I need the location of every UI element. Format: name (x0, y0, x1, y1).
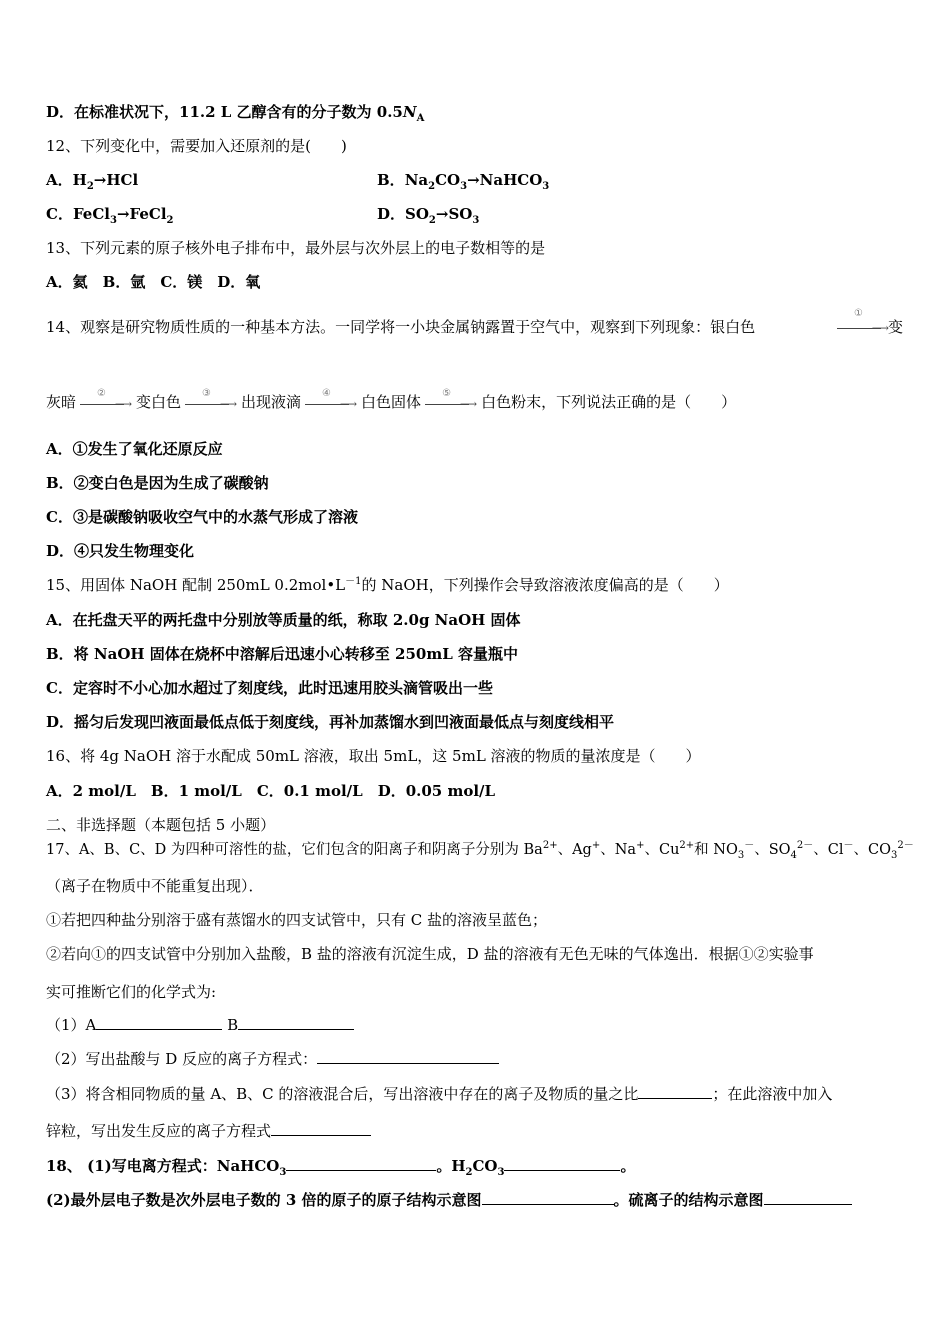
text-fragment: 、Cu (644, 842, 680, 858)
text-fragment: 12、下列变化中，需要加入还原剂的是( ) (46, 137, 347, 155)
text-fragment: (2)最外层电子数是次外层电子数的 3 倍的原子的原子结构示意图 (46, 1191, 482, 1209)
text-fragment: FeCl (72, 205, 110, 223)
text-fragment: D． (46, 103, 75, 121)
text-fragment: 、CO (853, 842, 892, 858)
text-fragment: D．摇匀后发现凹液面最低点低于刻度线，再补加蒸馏水到凹液面最低点与刻度线相平 (46, 713, 615, 731)
text-fragment: B．将 NaOH 固体在烧杯中溶解后迅速小心转移至 250mL 容量瓶中 (46, 645, 518, 663)
q17-stem-line1 (46, 840, 914, 860)
text-fragment: 3 (460, 181, 468, 192)
text-fragment: 变白色 (136, 393, 182, 411)
text-fragment: A．①发生了氧化还原反应 (46, 440, 223, 458)
text-fragment: CO (472, 1157, 498, 1175)
text-fragment: 18、 (1)写电离方程式：NaHCO (46, 1157, 280, 1175)
text-fragment: ② (97, 388, 106, 399)
text-fragment: N (402, 103, 417, 121)
text-fragment: ⟶ (871, 321, 889, 335)
text-fragment: C． (46, 205, 73, 223)
q17-stem-line2 (46, 876, 264, 896)
text-fragment: 在标准状况下，11.2 L 乙醇含有的分子数为 0.5 (74, 103, 403, 121)
text-fragment: ⟶ (459, 397, 478, 411)
text-fragment: B． (377, 171, 405, 189)
text-fragment: → (435, 205, 449, 223)
text-fragment: CO (435, 171, 461, 189)
q18-part-1 (46, 1156, 635, 1176)
text-fragment: ②若向①的四支试管中分别加入盐酸，B 盐的溶液有沉淀生成，D 盐的溶液有无色无味的气体逸出．根据①②实验事 (46, 945, 814, 963)
q12-option-b (377, 170, 549, 190)
text-fragment: （3）将含相同物质的量 A、B、C 的溶液混合后，写出溶液中存在的离子及物质的量之比 (46, 1085, 639, 1103)
text-fragment: 4 (790, 849, 797, 861)
text-fragment: A (416, 113, 425, 124)
q14-option-a (46, 439, 223, 459)
text-fragment: 2 (86, 181, 94, 192)
text-fragment: FeCl (129, 205, 167, 223)
q15-option-c (46, 678, 493, 698)
q14-stem-tail (888, 317, 903, 337)
q13-options (46, 272, 260, 292)
text-fragment: C．③是碳酸钠吸收空气中的水蒸气形成了溶液 (46, 508, 358, 526)
text-fragment: Na (404, 171, 429, 189)
text-fragment: ；在此溶液中加入 (712, 1085, 833, 1103)
q15-option-b (46, 644, 518, 664)
text-fragment: 3 (109, 215, 117, 226)
q12-stem (46, 136, 347, 156)
answer-blank-a[interactable] (96, 1015, 222, 1030)
text-fragment: SO (405, 205, 429, 223)
text-fragment: ①若把四种盐分别溶于盛有蒸馏水的四支试管中，只有 C 盐的溶液呈蓝色； (46, 911, 548, 929)
text-fragment: 2－ (897, 840, 914, 852)
q17-part-2 (46, 1049, 499, 1069)
text-fragment: ④ (322, 388, 332, 399)
text-fragment: 2+ (542, 840, 558, 852)
text-fragment: 3 (542, 181, 550, 192)
text-fragment: 17、A、B、C、D 为四种可溶性的盐，它们包含的阳离子和阴离子分别为 Ba (46, 842, 543, 858)
text-fragment: D．④只发生物理变化 (46, 542, 195, 560)
q17-condition-2b (46, 982, 216, 1002)
text-fragment: 2 (465, 1167, 473, 1178)
answer-blank-nahco3[interactable] (286, 1156, 436, 1171)
answer-blank-atom-diagram[interactable] (482, 1190, 614, 1205)
text-fragment: （1）A (46, 1016, 97, 1034)
text-fragment: 14、观察是研究物质性质的一种基本方法。一同学将一小块金属钠露置于空气中，观察到下列现象：银白色 (46, 318, 756, 336)
section-heading (46, 815, 275, 835)
text-fragment: 。硫离子的结构示意图 (613, 1191, 764, 1209)
text-fragment: 16、将 4g NaOH 溶于水配成 50mL 溶液，取出 5mL，这 5mL 溶液的物质的量浓度是（ ） (46, 747, 701, 765)
text-fragment: SO (448, 205, 473, 223)
q18-part-2 (46, 1190, 852, 1210)
text-fragment: 、Ag (557, 842, 592, 858)
answer-blank-h2co3[interactable] (504, 1156, 620, 1171)
q12-option-d (377, 204, 479, 224)
text-fragment: + (591, 840, 601, 852)
text-fragment: 锌粒，写出发生反应的离子方程式 (46, 1122, 272, 1140)
text-fragment: → (467, 171, 480, 189)
q17-condition-2a (46, 944, 814, 964)
text-fragment: B (222, 1016, 239, 1034)
text-fragment: A． (46, 171, 73, 189)
q16-options (46, 781, 495, 801)
q14-stem-line2 (46, 388, 737, 412)
text-fragment: 2 (166, 215, 174, 226)
text-fragment: D． (377, 205, 406, 223)
text-fragment: → (93, 171, 107, 189)
text-fragment: 2－ (796, 840, 814, 852)
text-fragment: 13、下列元素的原子核外电子排布中，最外层与次外层上的电子数相等的是 (46, 239, 546, 257)
text-fragment: （离子在物质中不能重复出现）． (46, 877, 264, 895)
q12-option-c (46, 204, 174, 224)
text-fragment: ⑤ (442, 388, 452, 399)
text-fragment: 3 (279, 1167, 287, 1178)
text-fragment: 2 (428, 215, 436, 226)
text-fragment: 灰暗 (46, 393, 77, 411)
text-fragment: + (636, 840, 645, 852)
q17-part-3 (46, 1084, 832, 1104)
text-fragment: －1 (345, 576, 362, 587)
text-fragment: ① (854, 308, 863, 319)
text-fragment: 二、非选择题（本题包括 5 小题） (46, 816, 276, 834)
text-fragment: 、Na (600, 842, 637, 858)
text-fragment: ⟶ (219, 397, 238, 411)
text-fragment: 出现液滴 (241, 393, 302, 411)
q15-option-a (46, 610, 521, 630)
answer-blank-ion-ratio[interactable] (638, 1084, 712, 1099)
text-fragment: 3 (737, 849, 745, 861)
q15-option-d (46, 712, 614, 732)
reaction-arrow-4 (305, 388, 358, 411)
answer-blank-sulfide-diagram[interactable] (764, 1190, 852, 1205)
text-fragment: 的 NaOH，下列操作会导致溶液浓度偏高的是（ ） (361, 576, 729, 594)
text-fragment: － (843, 840, 854, 852)
text-fragment: 3 (472, 215, 480, 226)
text-fragment: → (116, 205, 130, 223)
text-fragment: B．②变白色是因为生成了碳酸钠 (46, 474, 269, 492)
reaction-arrow-1 (837, 308, 889, 335)
text-fragment: － (744, 840, 755, 852)
text-fragment: 3 (497, 1167, 505, 1178)
text-fragment: HCl (106, 171, 139, 189)
text-fragment: 、Cl (813, 842, 844, 858)
text-fragment: 、SO (754, 842, 791, 858)
text-fragment: ⟶ (339, 397, 358, 411)
q11-option-d (46, 102, 424, 122)
text-fragment: 和 NO (694, 842, 738, 858)
q14-option-d (46, 541, 194, 561)
text-fragment: 白色固体 (361, 393, 422, 411)
text-fragment: 3 (891, 849, 898, 861)
reaction-arrow-5 (425, 388, 478, 411)
text-fragment: 。H (436, 1157, 466, 1175)
text-fragment: 变 (888, 318, 904, 336)
q17-part-1 (46, 1015, 354, 1035)
answer-blank-d-equation[interactable] (317, 1049, 499, 1064)
q13-stem (46, 238, 545, 258)
text-fragment: H (72, 171, 87, 189)
text-fragment: ③ (202, 388, 211, 399)
q14-option-c (46, 507, 358, 527)
answer-blank-zinc-equation[interactable] (271, 1121, 371, 1136)
q16-stem (46, 746, 701, 766)
reaction-arrow-2 (80, 388, 133, 411)
text-fragment: C．定容时不小心加水超过了刻度线，此时迅速用胶头滴管吸出一些 (46, 679, 493, 697)
reaction-arrow-3 (185, 388, 238, 411)
q15-stem (46, 575, 729, 595)
text-fragment: 2+ (679, 840, 695, 852)
text-fragment: 白色粉末，下列说法正确的是（ ） (481, 393, 737, 411)
text-fragment: 。 (620, 1157, 636, 1175)
text-fragment: NaHCO (479, 171, 543, 189)
text-fragment: A．2 mol/L B．1 mol/L C．0.1 mol/L D．0.05 mol/L (46, 782, 496, 800)
q12-option-a (46, 170, 138, 190)
text-fragment: 15、用固体 NaOH 配制 250mL 0.2mol•L (46, 576, 346, 594)
text-fragment: ⟶ (114, 397, 133, 411)
q14-option-b (46, 473, 269, 493)
text-fragment: 2 (428, 181, 436, 192)
text-fragment: A．氦 B．氩 C．镁 D．氧 (46, 273, 261, 291)
q17-part-3-cont (46, 1121, 371, 1141)
text-fragment: 实可推断它们的化学式为: (46, 983, 217, 1001)
q17-condition-1 (46, 910, 547, 930)
text-fragment: A．在托盘天平的两托盘中分别放等质量的纸，称取 2.0g NaOH 固体 (46, 611, 521, 629)
answer-blank-b[interactable] (238, 1015, 354, 1030)
q14-stem-line1 (46, 317, 755, 337)
text-fragment: （2）写出盐酸与 D 反应的离子方程式： (46, 1050, 318, 1068)
